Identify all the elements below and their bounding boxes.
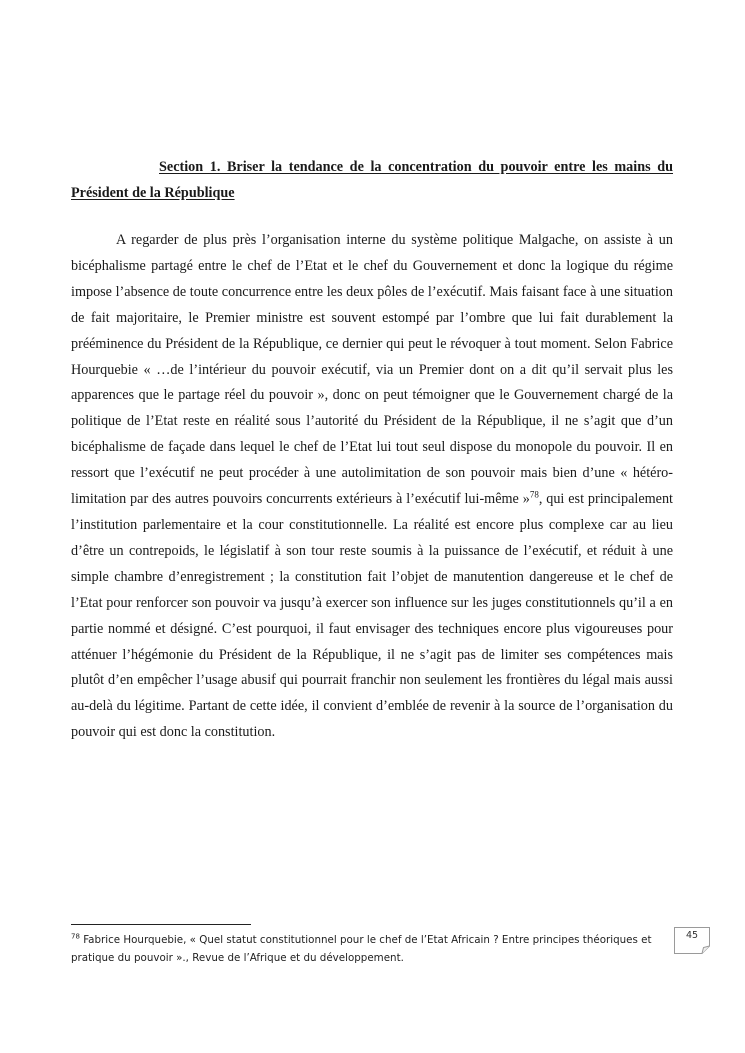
footnote-number: 78 <box>71 932 80 941</box>
footnote <box>71 931 661 967</box>
section-heading <box>71 154 673 206</box>
page-number-badge <box>674 927 710 954</box>
footnote-separator <box>71 924 251 925</box>
footnote-text: Fabrice Hourquebie, « Quel statut constitutionnel pour le chef de l’Etat Africain ? Entre principes théoriques et pratique du pouvoir »., Revue de l’Afrique et du développement. <box>71 934 652 964</box>
page-number: 45 <box>685 930 699 941</box>
body-paragraph <box>71 228 673 746</box>
section-heading-text: Section 1. Briser la tendance de la concentration du pouvoir entre les mains du Président de la République <box>71 159 673 201</box>
footnote-reference[interactable]: 78 <box>529 489 539 500</box>
body-text-after-note: , qui est principalement l’institution parlementaire et la cour constitutionnelle. La réalité est encore plus complexe car au lieu d’être un contrepoids, le législatif à son tour reste soumis à la puissance de l’exécutif, et réduit à une simple chambre d’enregistrement ; la constitution fait l’objet de manutention dangereuse et le chef de l’Etat pour renforcer son pouvoir va jusqu’à exercer son influence sur les juges constitutionnels qu’il a en partie nommé et désigné. C’est pourquoi, il faut envisager des techniques encore plus vigoureuses pour atténuer l’hégémonie du Président de la République, il ne s’agit pas de limiter ses compétences mais plutôt d’en empêcher l’usage abusif qui pourrait franchir non seulement les frontières du légal mais aussi au-delà du légitime. Partant de cette idée, il convient d’emblée de revenir à la source de l’organisation du pouvoir qui est donc la constitution. <box>71 491 673 741</box>
body-text-before-note: A regarder de plus près l’organisation interne du système politique Malgache, on assiste à un bicéphalisme partagé entre le chef de l’Etat et le chef du Gouvernement et donc la logique du régime impose l’absence de toute concurrence entre les deux pôles de l’exécutif. Mais faisant face à une situation de fait majoritaire, le Premier ministre est souvent estompé par l’ombre que lui fait durablement la prééminence du Président de la République, ce dernier qui peut le révoquer à tout moment. Selon Fabrice Hourquebie « …de l’intérieur du pouvoir exécutif, via un Premier dont on a dit qu’il servait plus les apparences que le partage réel du pouvoir », donc on peut témoigner que le Gouvernement chargé de la politique de l’Etat reste en réalité sous l’autorité du Président de la République, il ne s’agit que d’un bicéphalisme de façade dans lequel le chef de l’Etat lui tout seul dispose du monopole du pouvoir. Il en ressort que l’exécutif ne peut procéder à une autolimitation de son pouvoir mais bien d’une « hétéro-limitation par des autres pouvoirs concurrents extérieurs à l’exécutif lui-même » <box>71 232 673 508</box>
